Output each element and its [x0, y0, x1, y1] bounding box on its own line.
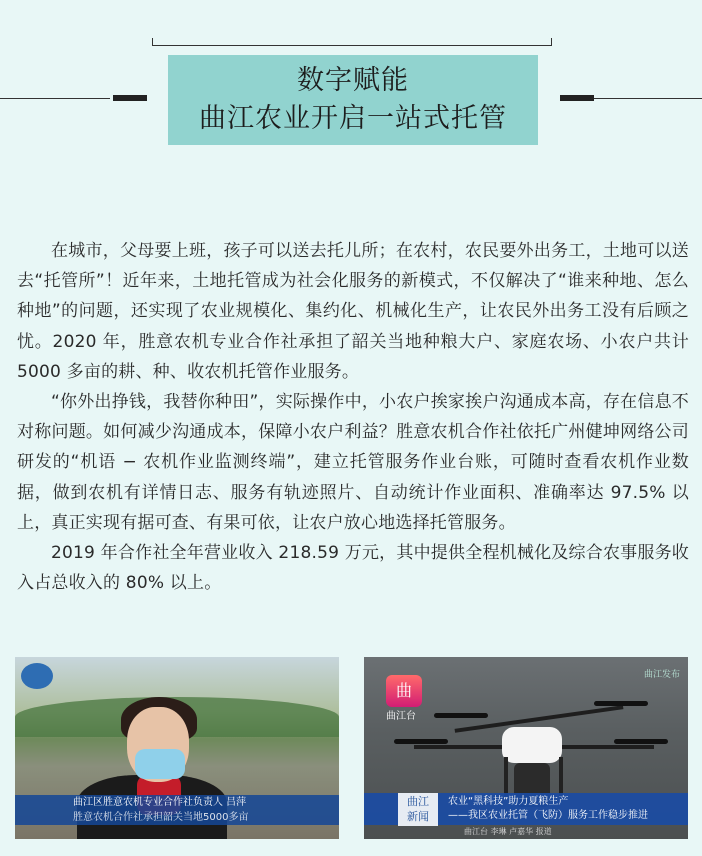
title-line-1: 数字赋能	[297, 65, 409, 96]
interview-caption-line-1: 曲江区胜意农机专业合作社负责人 吕萍	[73, 797, 247, 808]
drone-leg	[504, 757, 508, 797]
person-mask	[135, 749, 185, 779]
interview-caption-line-2: 胜意农机合作社承担韶关当地5000多亩	[73, 812, 249, 823]
ticker-headline	[448, 795, 648, 823]
station-name: 曲江台	[386, 711, 416, 722]
paragraph-2: “你外出挣钱，我替你种田”，实际操作中，小农户挨家挨户沟通成本高，存在信息不对称问题。如何减少沟通成本，保障小农户利益？胜意农机合作社依托广州健坤网络公司研发的“机语 − 农机作业监测终端”，建立托管服务作业台账，可随时查看农机作业数据，做到农机有详情日志、服务有轨迹照片、自动统计作业面积、准确率达 97.5% 以上，真正实现有据可查、有果可依，让农户放心地选择托管服务。	[17, 392, 689, 533]
drone-rotor	[594, 701, 648, 706]
ticker-credit: 曲江台 李琳 卢嘉华 报道	[464, 827, 552, 836]
header-top-rule-right-tick	[551, 38, 552, 45]
header-right-rule	[592, 98, 702, 99]
ticker-tag-line-1: 曲江	[407, 795, 429, 808]
interview-caption-bar	[15, 795, 339, 825]
drone-body	[502, 727, 562, 763]
header-top-rule-left-tick	[152, 38, 153, 45]
ticker-tag	[398, 793, 438, 826]
header-left-dash	[113, 95, 147, 101]
title-line-2: 曲江农业开启一站式托管	[199, 103, 507, 134]
header-top-rule	[152, 45, 552, 46]
photo-interview	[15, 657, 339, 839]
ticker-tag-line-2: 新闻	[407, 810, 429, 823]
drone-rotor	[614, 739, 668, 744]
article-body	[17, 236, 689, 598]
photo-drone	[364, 657, 688, 839]
tv-logo-icon	[21, 663, 53, 689]
drone-rotor	[434, 713, 488, 718]
header-left-rule	[0, 98, 110, 99]
title-banner	[168, 55, 538, 145]
paragraph-1: 在城市，父母要上班，孩子可以送去托儿所；在农村，农民要外出务工，土地可以送去“托管所”！近年来，土地托管成为社会化服务的新模式，不仅解决了“谁来种地、怎么种地”的问题，还实现了农业规模化、集约化、机械化生产，让农民外出务工没有后顾之忧。2020 年，胜意农机专业合作社承担了韶关当地种粮大户、家庭农场、小农户共计 5000 多亩的耕、种、收农机托管作业服务。	[17, 241, 689, 382]
paragraph-3: 2019 年合作社全年营业收入 218.59 万元，其中提供全程机械化及综合农事服务收入占总收入的 80% 以上。	[17, 543, 689, 594]
watermark-text: 曲江发布	[643, 670, 680, 680]
news-ticker	[364, 793, 688, 836]
ticker-line-1: 农业“黑科技”助力夏粮生产	[448, 796, 569, 807]
header-right-dash	[560, 95, 594, 101]
ticker-line-2: ——我区农业托管（飞防）服务工作稳步推进	[448, 810, 648, 821]
station-logo-icon: 曲	[386, 675, 422, 707]
drone-rotor	[394, 739, 448, 744]
drone-leg	[559, 757, 563, 797]
